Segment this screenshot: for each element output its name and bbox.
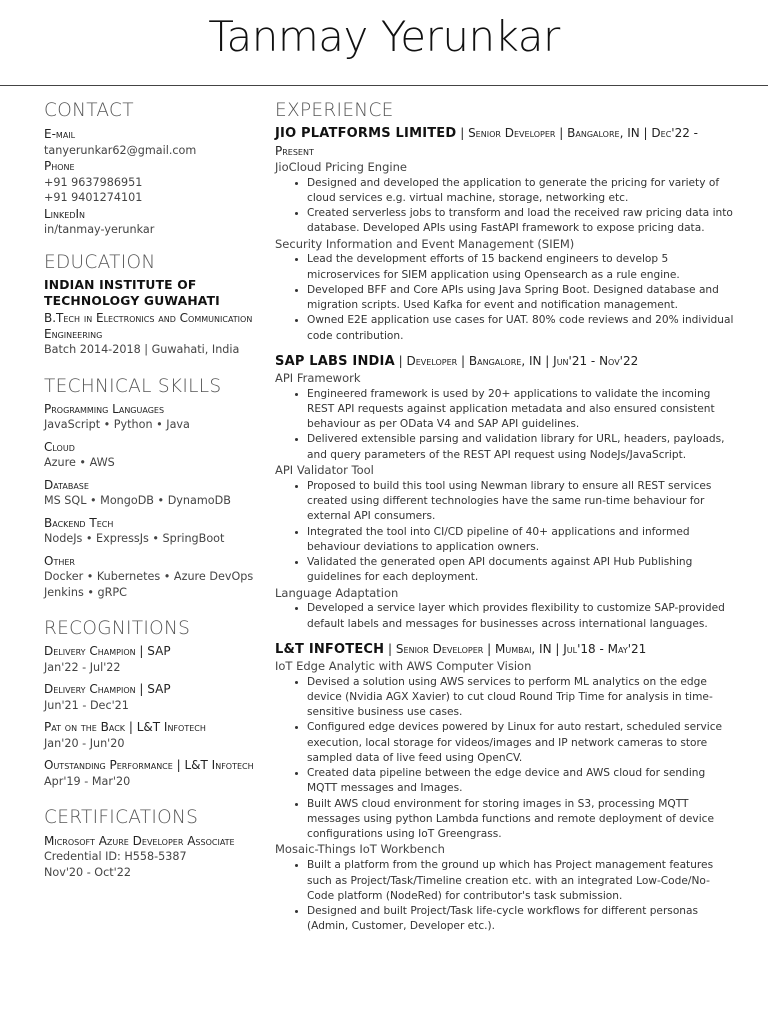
role-details: | Senior Developer | Mumbai, IN | Jul'18 - May'21 <box>384 641 647 656</box>
bullet-item: • Designed and developed the application to generate the pricing for variety of cloud services e.g. virtual machine, storage, networking etc. <box>307 176 735 207</box>
email-label: E-mail <box>44 127 76 142</box>
project-name: Security Information and Event Management (SIEM) <box>275 236 575 251</box>
job-entry <box>275 125 735 344</box>
skill-group-value: Docker • Kubernetes • Azure DevOps <box>44 570 254 584</box>
bullet-list <box>275 387 735 463</box>
bullet-item: • Delivered extensible parsing and validation library for URL, headers, payloads, and query parameters of the REST API request using NodeJs/JavaScript. <box>307 432 735 463</box>
bullet-item: • Created serverless jobs to transform and load the received raw pricing data into database. Developed APIs using FastAPI framework to expose pricing data. <box>307 206 735 237</box>
school-name: INDIAN INSTITUTE OF TECHNOLOGY GUWAHATI <box>44 277 220 308</box>
project-name: API Validator Tool <box>275 462 374 477</box>
company-name: SAP LABS INDIA <box>275 353 395 369</box>
bullet-item: • Proposed to build this tool using Newman library to ensure all REST services created using different technologies have the same run-time behaviour for external API consumers. <box>307 479 735 525</box>
bullet-item: • Built a platform from the ground up which has Project management features such as Project/Task/Timeline creation etc. with an integrated Low-Code/No-Code platform (NodeRed) for contributor's task submission. <box>307 858 735 904</box>
bullet-list <box>275 176 735 237</box>
email-value[interactable]: tanyerunkar62@gmail.com <box>44 143 197 157</box>
recognitions-section-title: RECOGNITIONS <box>44 618 191 640</box>
recognition-date: Jan'20 - Jun'20 <box>44 737 125 750</box>
certifications-section-title: CERTIFICATIONS <box>44 807 199 829</box>
bullet-item: • Validated the generated open API documents against API Hub Publishing guidelines for each deployment. <box>307 555 735 586</box>
project-name: API Framework <box>275 370 361 385</box>
skill-group-label: Other <box>44 553 75 568</box>
bullet-item: • Owned E2E application use cases for UAT. 80% code reviews and 20% individual code contribution. <box>307 313 735 344</box>
recognition-date: Jan'22 - Jul'22 <box>44 661 121 674</box>
bullet-list <box>275 601 735 632</box>
candidate-name: Tanmay Yerunkar <box>208 12 560 61</box>
company-name: L&T INFOTECH <box>275 641 385 657</box>
contact-section <box>44 126 274 237</box>
project-name: JioCloud Pricing Engine <box>275 159 407 174</box>
skill-group-label: Database <box>44 477 89 492</box>
credential-id: Credential ID: H558-5387 <box>44 850 187 864</box>
company-name: JIO PLATFORMS LIMITED <box>275 126 457 142</box>
job-heading <box>275 125 735 159</box>
recognitions-section <box>44 643 274 789</box>
job-entry <box>275 641 735 935</box>
skills-section-title: TECHNICAL SKILLS <box>44 375 222 397</box>
recognition-date: Jun'21 - Dec'21 <box>44 699 129 712</box>
bullet-list <box>275 479 735 586</box>
skill-group-value-extra: Jenkins • gRPC <box>44 585 127 599</box>
bullet-list <box>275 675 735 843</box>
bullet-item: • Created data pipeline between the edge device and AWS cloud for sending MQTT messages and Images. <box>307 766 735 797</box>
bullet-item: • Developed BFF and Core APIs using Java Spring Boot. Designed database and migration scripts. Used Kafka for event and notification management. <box>307 283 735 314</box>
skills-section <box>44 401 274 600</box>
project-name: Language Adaptation <box>275 585 399 600</box>
certification-name: Microsoft Azure Developer Associate <box>44 833 235 848</box>
recognition-name: Outstanding Performance | L&T Infotech <box>44 758 254 773</box>
bullet-list <box>275 252 735 344</box>
job-heading <box>275 353 735 371</box>
skill-group-value: NodeJs • ExpressJs • SpringBoot <box>44 532 225 546</box>
bullet-item: • Devised a solution using AWS services to perform ML analytics on the edge device (Nvidia AGX Xavier) to cut cloud Round Trip Time for analysis in time-sensitive business use cases. <box>307 675 735 721</box>
role-details: | Senior Developer | Bangalore, IN | Dec'22 - Present <box>275 126 699 159</box>
project-name: Mosaic-Things IoT Workbench <box>275 842 445 857</box>
skill-group-value: JavaScript • Python • Java <box>44 418 190 432</box>
skill-group-label: Programming Languages <box>44 401 165 416</box>
project-name: IoT Edge Analytic with AWS Computer Vision <box>275 658 532 673</box>
linkedin-value[interactable]: in/tanmay-yerunkar <box>44 223 155 237</box>
recognition-name: Delivery Champion | SAP <box>44 682 171 697</box>
bullet-item: • Engineered framework is used by 20+ applications to validate the incoming REST API requests against application metadata and also ensured consistent behaviour as per OData V4 and SAP API guidelines. <box>307 387 735 433</box>
phone-secondary[interactable]: +91 9401274101 <box>44 191 143 205</box>
batch: Batch 2014-2018 | Guwahati, India <box>44 343 240 357</box>
bullet-item: • Integrated the tool into CI/CD pipeline of 40+ applications and informed behaviour deviations to application owners. <box>307 525 735 556</box>
bullet-item: • Designed and built Project/Task life-cycle workflows for different personas (Admin, Customer, Developer etc.). <box>307 904 735 935</box>
job-entry <box>275 353 735 632</box>
experience-section-title: EXPERIENCE <box>275 100 394 121</box>
education-section <box>44 278 274 358</box>
certifications-section <box>44 833 274 880</box>
bullet-item: • Lead the development efforts of 15 backend engineers to develop 5 microservices for SIEM application using Opensearch as a rule engine. <box>307 252 735 283</box>
skill-group-value: MS SQL • MongoDB • DynamoDB <box>44 494 231 508</box>
role-details: | Developer | Bangalore, IN | Jun'21 - Nov'22 <box>394 353 639 368</box>
phone-label: Phone <box>44 159 75 174</box>
education-section-title: EDUCATION <box>44 251 156 273</box>
header-divider <box>0 85 768 86</box>
skill-group-label: Backend Tech <box>44 515 114 530</box>
right-column <box>275 100 735 935</box>
job-heading <box>275 641 735 659</box>
certification-date: Nov'20 - Oct'22 <box>44 865 131 879</box>
skill-group-value: Azure • AWS <box>44 456 115 470</box>
bullet-item: • Configured edge devices powered by Linux for auto restart, scheduled service execution, local storage for videos/images and IP network cameras to store sampled data of live feed using OpenCV. <box>307 720 735 766</box>
degree: B.Tech in Electronics and Communication Engineering <box>44 310 253 341</box>
contact-section-title: CONTACT <box>44 100 134 121</box>
recognition-name: Delivery Champion | SAP <box>44 644 171 659</box>
skill-group-label: Cloud <box>44 439 75 454</box>
recognition-name: Pat on the Back | L&T Infotech <box>44 720 206 735</box>
bullet-item: • Developed a service layer which provides flexibility to customize SAP-provided default labels and messages for businesses across international languages. <box>307 601 735 632</box>
linkedin-label: LinkedIn <box>44 206 86 221</box>
left-column <box>44 100 274 880</box>
recognition-date: Apr'19 - Mar'20 <box>44 775 131 788</box>
bullet-item: • Built AWS cloud environment for storing images in S3, processing MQTT messages using python Lambda functions and remote deployment of device configurations using IoT Greengrass. <box>307 797 735 843</box>
bullet-list <box>275 858 735 934</box>
phone-primary[interactable]: +91 9637986951 <box>44 175 143 189</box>
